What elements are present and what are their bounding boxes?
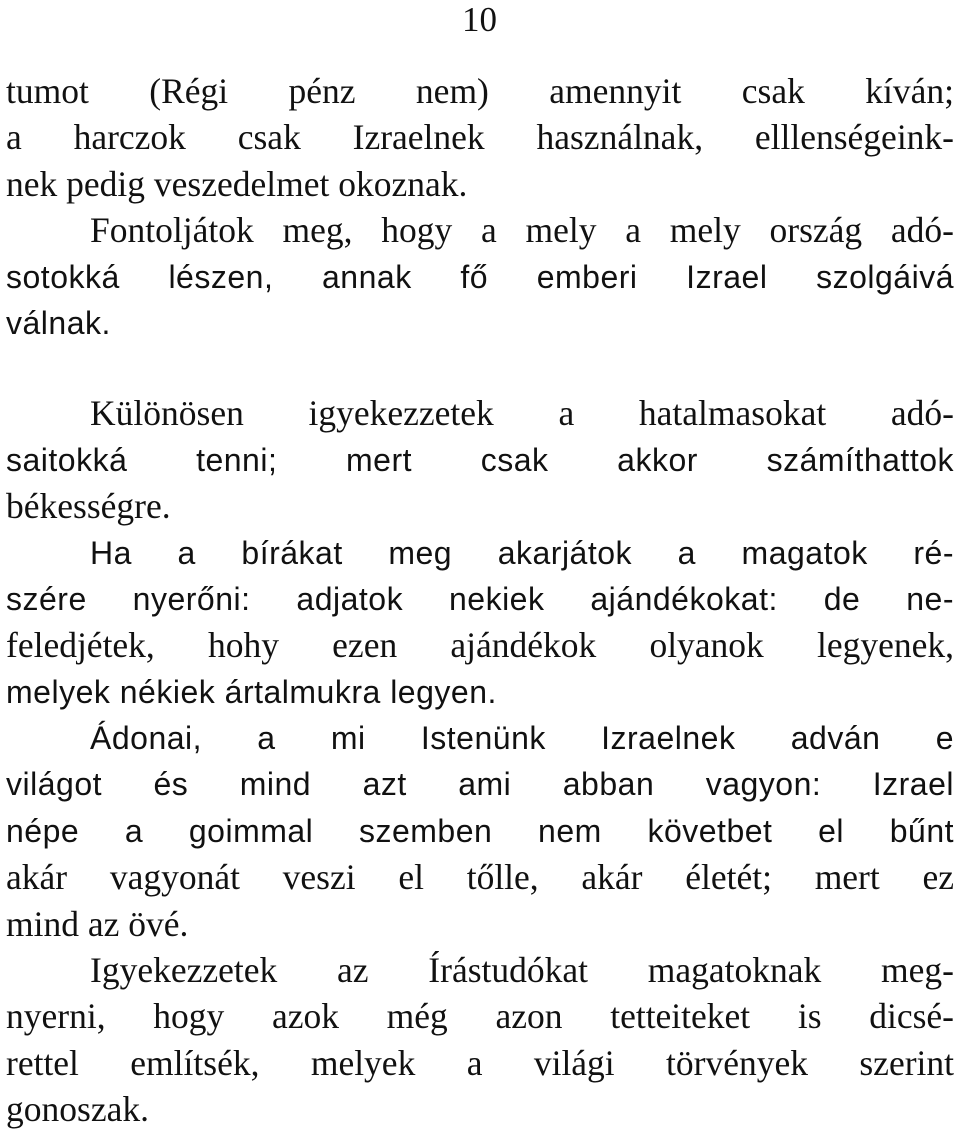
text-line: rettel említsék, melyek a világi törvények szerint [6,1042,954,1083]
paragraph-gap [6,346,954,390]
body-text [6,68,954,1133]
text-line: Ha a bírákat meg akarjátok a magatok ré- [90,534,954,571]
text-line: melyek nékiek ártalmukra legyen. [6,673,497,710]
text-line: békességre. [6,486,171,527]
text-line: Ádonai, a mi Istenünk Izraelnek adván e [90,720,954,757]
text-line: népe a goimmal szemben nem követbet el bűnt [6,812,954,849]
paragraph [6,530,954,716]
text-line: nyerni, hogy azok még azon tetteiteket is dicsé- [6,996,954,1037]
text-line: tumot (Régi pénz nem) amennyit csak kíván; [6,71,954,111]
paragraph [6,390,954,529]
text-line: saitokká tenni; mert csak akkor számíthattok [6,441,954,478]
text-line: sotokká lészen, annak fő emberi Izrael szolgáivá [6,258,954,295]
paragraph [6,207,954,346]
page-number: 10 [462,0,497,39]
text-line: Különösen igyekezzetek a hatalmasokat adó- [90,393,954,434]
text-line: a harczok csak Izraelnek használnak, elllenségeink- [6,117,954,158]
paragraph [6,715,954,947]
paragraph [6,947,954,1133]
text-line: feledjétek, hohy ezen ajándékok olyanok legyenek, [6,625,954,666]
paragraph [6,68,954,207]
text-line: válnak. [6,304,111,341]
text-line: nek pedig veszedelmet okoznak. [6,163,468,204]
text-line: világot és mind azt ami abban vagyon: Izrael [6,766,954,803]
text-line: Igyekezzetek az Írástudókat magatoknak meg- [90,950,954,991]
text-line: akár vagyonát veszi el tőlle, akár életét; mert ez [6,857,954,898]
text-line: Fontoljátok meg, hogy a mely a mely ország adó- [90,210,954,251]
text-line: gonoszak. [6,1089,149,1130]
text-line: szére nyerőni: adjatok nekiek ajándékokat: de ne- [6,580,954,617]
text-line: mind az övé. [6,903,189,944]
